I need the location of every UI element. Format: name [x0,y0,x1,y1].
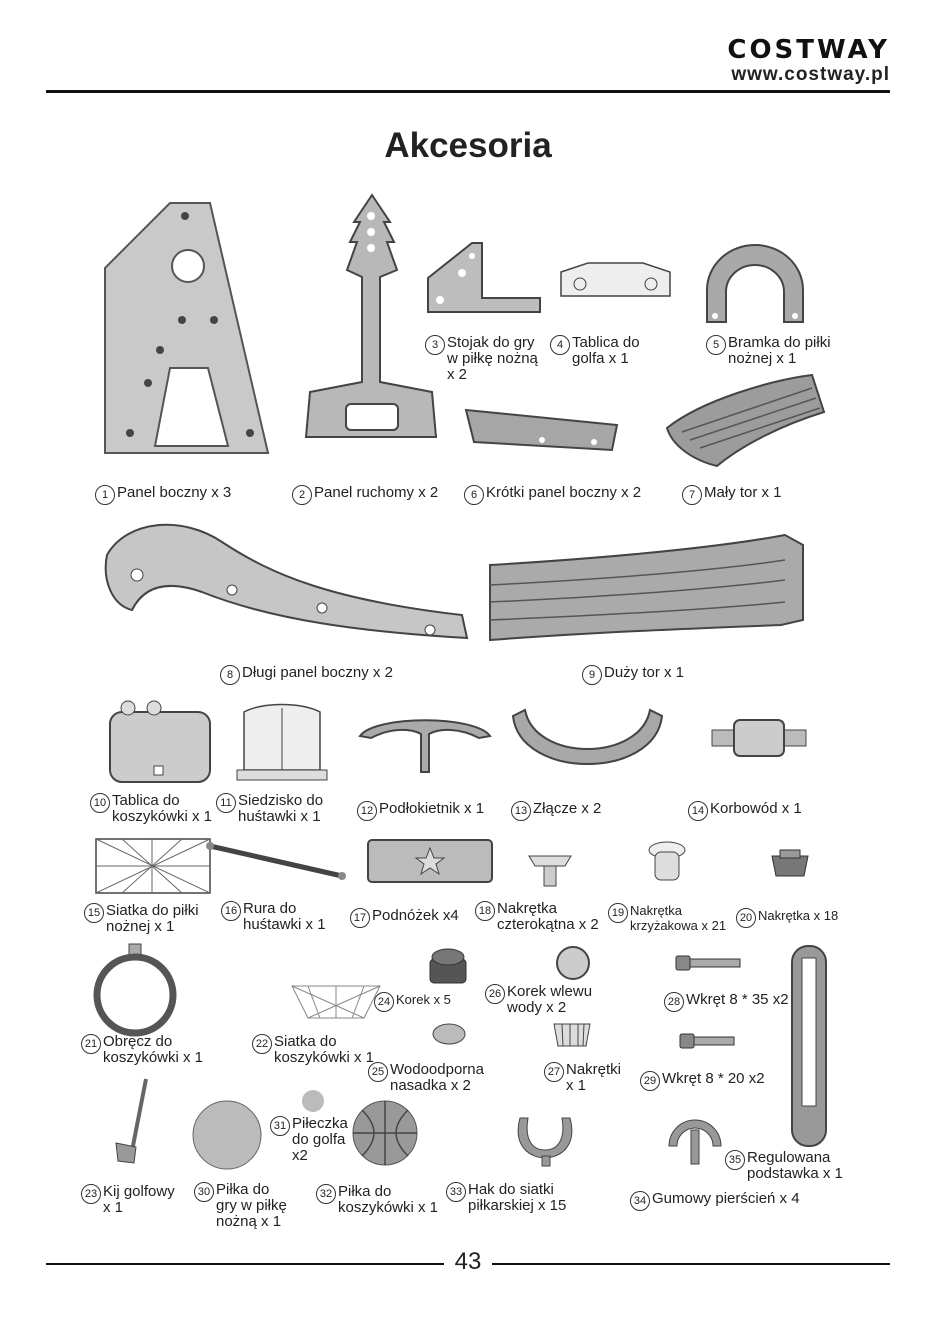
part-24-illustration [424,943,472,987]
part-33-illustration [512,1112,578,1168]
part-4-illustration [558,260,673,300]
part-17-illustration [360,836,500,886]
part-29-illustration [676,1030,742,1052]
part-label-35: 35 Regulowana podstawka x 1 [725,1150,843,1182]
part-label-19: 19 Nakrętka krzyżakowa x 21 [608,903,726,933]
part-label-32: 32 Piłka do koszykówki x 1 [316,1184,438,1216]
part-label-30: 30 Piłka do gry w piłkę nożną x 1 [194,1182,287,1230]
header-divider [46,90,890,93]
part-label-10: 10 Tablica do koszykówki x 1 [90,793,212,825]
part-27-illustration [550,1020,594,1050]
part-11-illustration [232,700,332,784]
part-label-23: 23 Kij golfowy x 1 [81,1184,175,1216]
part-label-31: 31 Piłeczka do golfa x2 [270,1116,348,1164]
part-12-illustration [355,710,495,776]
part-label-26: 26 Korek wlewu wody x 2 [485,984,592,1016]
part-20-illustration [766,846,814,882]
part-label-33: 33 Hak do siatki piłkarskiej x 15 [446,1182,566,1214]
part-label-25: 25 Wodoodporna nasadka x 2 [368,1062,484,1094]
part-13-illustration [505,702,670,778]
part-label-14: 14 Korbowód x 1 [688,801,802,821]
part-label-2: 2 Panel ruchomy x 2 [292,485,438,505]
accessories-panel [80,190,856,1230]
part-34-illustration [665,1112,725,1168]
part-label-1: 1 Panel boczny x 3 [95,485,231,505]
part-10-illustration [102,698,214,784]
part-9-illustration [485,530,810,645]
part-label-18: 18 Nakrętka czterokątna x 2 [475,901,599,933]
part-label-12: 12 Podłokietnik x 1 [357,801,484,821]
part-label-27: 27 Nakrętki x 1 [544,1062,621,1094]
part-30-illustration [190,1098,264,1172]
part-3-illustration [420,238,545,320]
part-16-illustration [202,840,352,882]
part-label-8: 8 Długi panel boczny x 2 [220,665,393,685]
part-label-11: 11 Siedzisko do huśtawki x 1 [216,793,323,825]
part-label-4: 4 Tablica do golfa x 1 [550,335,640,367]
part-23-illustration [110,1075,154,1167]
part-label-16: 16 Rura do huśtawki x 1 [221,901,326,933]
part-label-28: 28 Wkręt 8 * 35 x2 [664,992,789,1012]
page-number: 43 [454,1248,482,1275]
part-label-7: 7 Mały tor x 1 [682,485,782,505]
part-label-9: 9 Duży tor x 1 [582,665,684,685]
part-18-illustration [525,846,575,888]
part-14-illustration [708,716,810,760]
part-28-illustration [672,952,744,974]
brand-url: www.costway.pl [731,64,890,85]
part-label-34: 34 Gumowy pierścień x 4 [630,1191,800,1211]
part-label-15: 15 Siatka do piłki nożnej x 1 [84,903,199,935]
part-31-illustration [300,1088,326,1114]
part-label-5: 5 Bramka do piłki nożnej x 1 [706,335,831,367]
brand-block [727,36,890,86]
part-1-illustration [100,198,275,466]
part-25-illustration [430,1022,468,1046]
part-label-13: 13 Złącze x 2 [511,801,601,821]
part-22-illustration [288,982,384,1022]
part-8-illustration [102,520,474,645]
part-35-illustration [786,942,832,1152]
part-7-illustration [662,370,827,470]
part-32-illustration [350,1098,420,1168]
brand-logo: COSTWAY [727,35,890,65]
part-label-20: 20 Nakrętka x 18 [736,908,838,928]
part-label-6: 6 Krótki panel boczny x 2 [464,485,641,505]
part-label-17: 17 Podnóżek x4 [350,908,459,928]
part-5-illustration [702,242,808,328]
part-21-illustration [92,940,178,1040]
part-label-22: 22 Siatka do koszykówki x 1 [252,1034,374,1066]
part-label-3: 3 Stojak do gry w piłkę nożną x 2 [425,335,538,383]
page-title: Akcesoria [384,126,552,165]
part-26-illustration [552,945,594,981]
part-15-illustration [92,835,214,897]
part-19-illustration [642,840,692,884]
part-label-24: 24 Korek x 5 [374,992,451,1012]
part-2-illustration [302,192,442,454]
part-label-21: 21 Obręcz do koszykówki x 1 [81,1034,203,1066]
part-6-illustration [462,400,622,456]
part-label-29: 29 Wkręt 8 * 20 x2 [640,1071,765,1091]
